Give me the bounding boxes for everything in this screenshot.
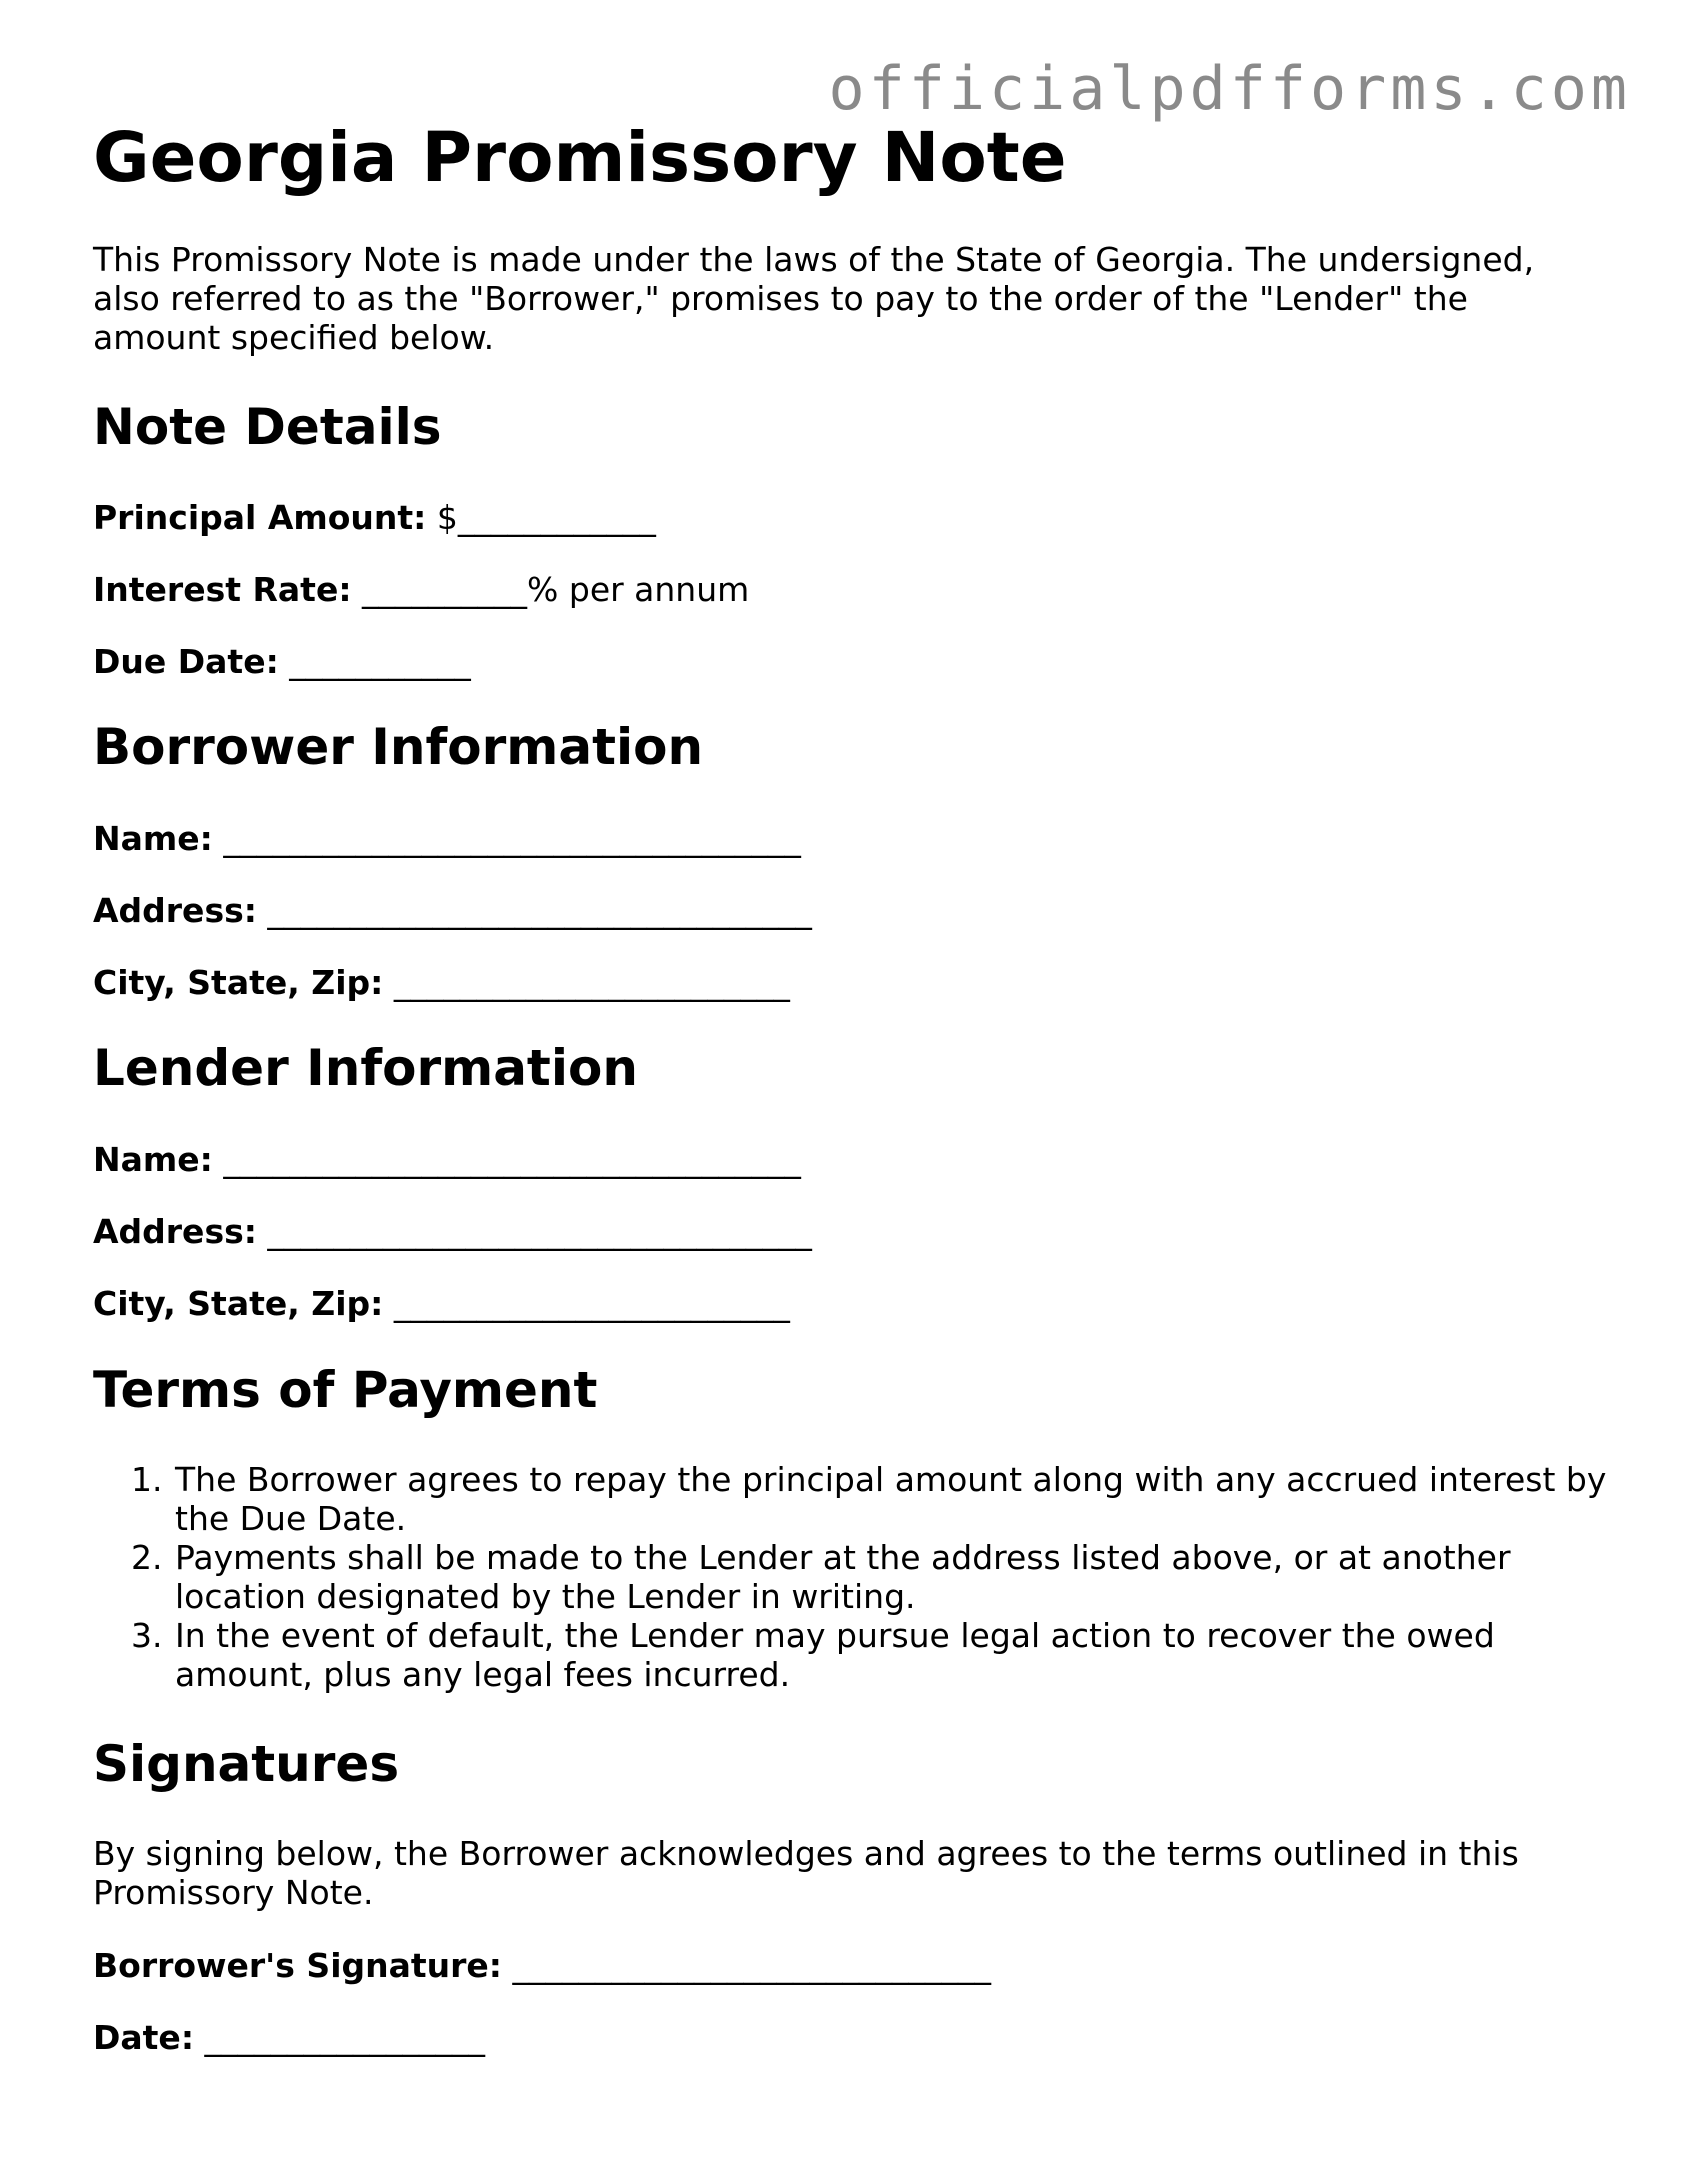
- signature-date-label: Date:: [93, 2018, 195, 2057]
- list-item: 2. Payments shall be made to the Lender at the address listed above, or at another location designated by the Lender in writing.: [173, 1538, 1633, 1616]
- lender-name-blank[interactable]: ___________________________________: [212, 1140, 801, 1179]
- principal-amount-blank[interactable]: $____________: [426, 498, 656, 537]
- signature-date-blank[interactable]: _________________: [194, 2018, 486, 2057]
- lender-address-blank[interactable]: _________________________________: [256, 1212, 812, 1251]
- principal-amount-label: Principal Amount:: [93, 498, 427, 537]
- principal-amount-field[interactable]: [93, 498, 656, 538]
- list-item: 1. The Borrower agrees to repay the principal amount along with any accrued interest by the Due Date.: [173, 1460, 1633, 1538]
- borrower-signature-field[interactable]: [93, 1946, 991, 1986]
- lender-address-label: Address:: [93, 1212, 257, 1251]
- lender-city-label: City, State, Zip:: [93, 1284, 384, 1323]
- borrower-city-label: City, State, Zip:: [93, 963, 384, 1002]
- lender-name-field[interactable]: [93, 1140, 801, 1180]
- due-date-field[interactable]: [93, 642, 471, 682]
- terms-of-payment-heading: Terms of Payment: [93, 1361, 598, 1419]
- signatures-heading: Signatures: [93, 1735, 400, 1793]
- watermark: officialpdfforms.com: [828, 54, 1631, 124]
- interest-rate-label: Interest Rate:: [93, 570, 352, 609]
- signatures-paragraph: By signing below, the Borrower acknowledges and agrees to the terms outlined in this Promissory Note.: [93, 1834, 1519, 1912]
- lender-city-blank[interactable]: ________________________: [383, 1284, 790, 1323]
- borrower-information-heading: Borrower Information: [93, 718, 704, 776]
- borrower-address-label: Address:: [93, 891, 257, 930]
- borrower-name-field[interactable]: [93, 819, 801, 859]
- interest-rate-field[interactable]: [93, 570, 749, 610]
- borrower-signature-blank[interactable]: _____________________________: [502, 1946, 992, 1985]
- interest-rate-blank[interactable]: __________% per annum: [351, 570, 750, 609]
- due-date-label: Due Date:: [93, 642, 279, 681]
- due-date-blank[interactable]: ___________: [278, 642, 471, 681]
- borrower-city-blank[interactable]: ________________________: [383, 963, 790, 1002]
- borrower-city-field[interactable]: [93, 963, 790, 1003]
- intro-paragraph: This Promissory Note is made under the laws of the State of Georgia. The undersigned, also referred to as the "Borrower," promises to pay to the order of the "Lender" the amount specified below.: [93, 240, 1535, 357]
- borrower-name-blank[interactable]: ___________________________________: [212, 819, 801, 858]
- lender-name-label: Name:: [93, 1140, 213, 1179]
- note-details-heading: Note Details: [93, 398, 442, 456]
- borrower-address-field[interactable]: [93, 891, 812, 931]
- signature-date-field[interactable]: [93, 2018, 485, 2058]
- list-item: 3. In the event of default, the Lender may pursue legal action to recover the owed amount, plus any legal fees incurred.: [173, 1616, 1633, 1694]
- borrower-signature-label: Borrower's Signature:: [93, 1946, 503, 1985]
- lender-information-heading: Lender Information: [93, 1039, 638, 1097]
- terms-list: [93, 1460, 1633, 1694]
- document-title: Georgia Promissory Note: [93, 118, 1067, 198]
- lender-city-field[interactable]: [93, 1284, 790, 1324]
- lender-address-field[interactable]: [93, 1212, 812, 1252]
- borrower-address-blank[interactable]: _________________________________: [256, 891, 812, 930]
- borrower-name-label: Name:: [93, 819, 213, 858]
